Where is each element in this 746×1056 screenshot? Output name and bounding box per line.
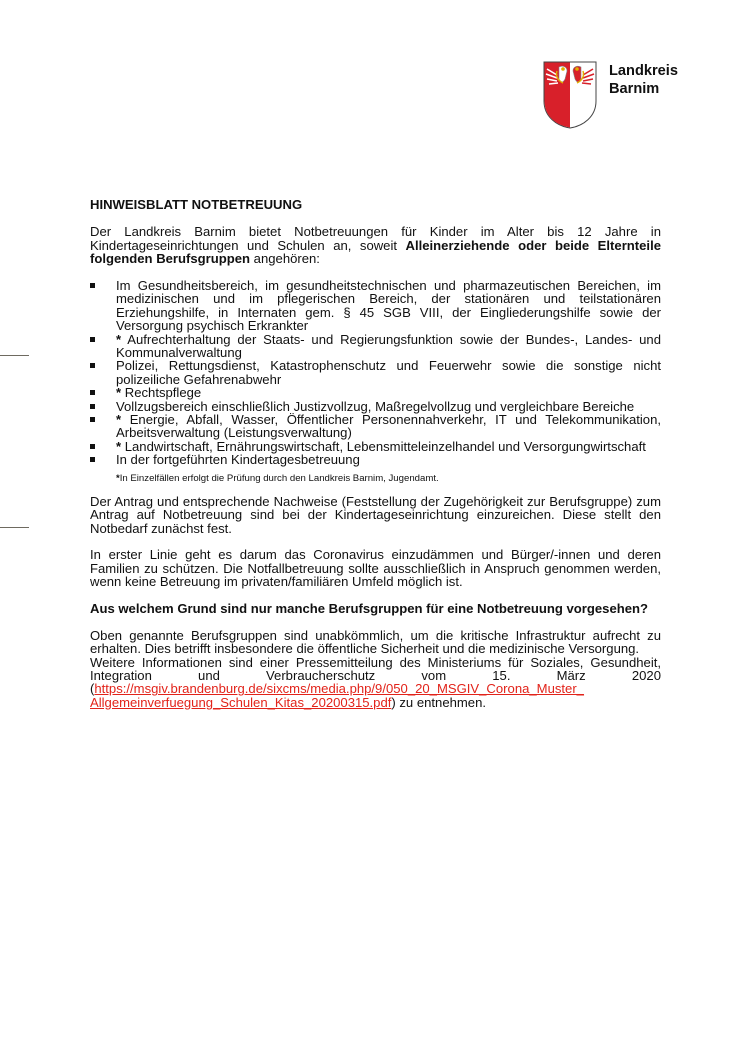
corona-paragraph: In erster Linie geht es darum das Coronavirus einzudämmen und Bürger/-innen und deren Familien zu schützen. Die Notfallbetreuung sollte ausschließlich in Anspruch genommen werden, wenn keine Betreuung im privaten/familiären Umfeld möglich ist. (90, 547, 661, 590)
landkreis-logo (543, 61, 678, 129)
list-item-text: Vollzugsbereich einschließlich Justizvollzug, Maßregelvollzug und vergleichbare Bereiche (116, 398, 635, 414)
list-item (90, 453, 661, 466)
bullet-icon (90, 417, 95, 422)
list-item-text: Rechtspflege (121, 385, 202, 401)
bullet-icon (90, 337, 95, 342)
intro-text-1: Der Landkreis Barnim bietet Notbetreuungen für Kinder im Alter bis 12 Jahre in Kindertageseinrichtungen und Schulen an, soweit (90, 224, 661, 253)
logo-text (609, 62, 678, 98)
question-heading: Aus welchem Grund sind nur manche Berufsgruppen für eine Notbetreuung vorgesehen? (90, 600, 649, 616)
star-marker: * (116, 331, 122, 347)
fold-mark-top (0, 355, 29, 356)
list-item (90, 279, 661, 333)
list-item-text: Energie, Abfall, Wasser, Öffentlicher Personennahverkehr, IT und Telekommunikation, Arbeitsverwaltung (Leistungsverwaltung) (116, 412, 661, 441)
list-item-text: Im Gesundheitsbereich, im gesundheitstechnischen und pharmazeutischen Bereichen, im medizinischen und im pflegerischen Bereich, der stationären und teilstationären Erziehungshilfe, in Internaten gem. § 45 SGB VIII, der Eingliederungshilfe sowie der Versorgung psychisch Erkrankter (116, 278, 661, 334)
intro-bold-text: Alleinerziehende oder beide Elternteile folgenden Berufsgruppen (90, 237, 661, 267)
answer-paragraph: Oben genannte Berufsgruppen sind unabkömmlich, um die kritische Infrastruktur aufrecht zu erhalten. Dies betrifft insbesondere die öffentliche Sicherheit und die medizinische Versorgung. (90, 627, 661, 657)
fold-mark-bottom (0, 527, 29, 528)
more-info-paragraph (90, 656, 661, 710)
bullet-icon (90, 363, 95, 368)
list-item (90, 413, 661, 440)
list-item (90, 333, 661, 360)
list-item (90, 386, 661, 399)
star-marker: * (116, 438, 122, 454)
list-item-text: In der fortgeführten Kindertagesbetreuung (116, 452, 360, 468)
logo-name-line1: Landkreis (609, 63, 678, 79)
list-item (90, 440, 661, 453)
document-body (90, 198, 661, 709)
bullet-icon (90, 390, 95, 395)
coat-of-arms-icon (543, 61, 597, 129)
star-marker: * (116, 385, 122, 401)
professional-groups-list (90, 279, 661, 467)
bullet-icon (90, 457, 95, 462)
footnote (90, 473, 661, 485)
application-paragraph: Der Antrag und entsprechende Nachweise (Feststellung der Zugehörigkeit zur Berufsgruppe) zum Antrag auf Notbetreuung sind bei der Kindertageseinrichtung einzureichen. Diese stellt den Notbedarf zunächst fest. (90, 493, 661, 536)
list-item-text: Polizei, Rettungsdienst, Katastrophenschutz und Feuerwehr sowie die sonstige nicht polizeiliche Gefahrenabwehr (116, 358, 661, 387)
more-info-text-after: ) zu entnehmen. (391, 694, 487, 710)
more-info-text-before: Weitere Informationen sind einer Pressemitteilung des Ministeriums für Soziales, Gesundheit, Integration und Verbraucherschutz vom 15. März 2020 ( (90, 654, 661, 697)
list-item (90, 400, 661, 413)
bullet-icon (90, 283, 95, 288)
footnote-star: * (116, 472, 120, 484)
list-item-text: Aufrechterhaltung der Staats- und Regierungsfunktion sowie der Bundes-, Landes- und Kommunalverwaltung (116, 331, 661, 361)
list-item-text: Landwirtschaft, Ernährungswirtschaft, Lebensmitteleinzelhandel und Versorgungwirtschaft (121, 438, 646, 454)
star-marker: * (116, 412, 122, 428)
press-release-link[interactable]: https://msgiv.brandenburg.de/sixcms/media.php/9/050_20_MSGIV_Corona_Muster_ Allgemeinverfuegung_Schulen_Kitas_20200315.pdf (90, 681, 584, 710)
bullet-icon (90, 444, 95, 449)
intro-text-2: angehören: (250, 251, 320, 267)
bullet-icon (90, 404, 95, 409)
logo-name-line2: Barnim (609, 81, 660, 97)
document-title: HINWEISBLATT NOTBETREUUNG (90, 197, 303, 212)
list-item (90, 359, 661, 386)
intro-paragraph (90, 225, 661, 265)
footnote-text: In Einzelfällen erfolgt die Prüfung durch den Landkreis Barnim, Jugendamt. (119, 472, 439, 484)
